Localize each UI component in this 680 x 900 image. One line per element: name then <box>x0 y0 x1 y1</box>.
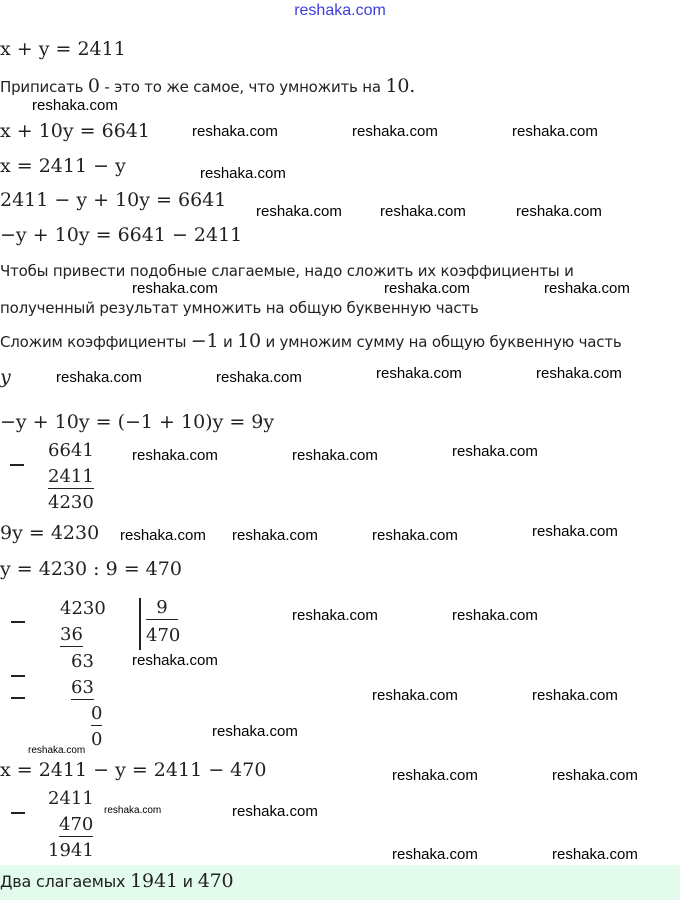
text: и <box>177 872 198 891</box>
remainder-1: 63 <box>71 651 94 672</box>
text-coefficients <box>0 332 622 351</box>
site-header-link[interactable]: reshaka.com <box>294 2 386 19</box>
watermark: reshaka.com <box>292 447 378 464</box>
final-remainder: 0 <box>91 729 103 750</box>
text: и <box>218 333 238 351</box>
division-step-2: 63 <box>71 677 94 698</box>
watermark: reshaka.com <box>532 687 618 704</box>
watermark: reshaka.com <box>120 527 206 544</box>
watermark: reshaka.com <box>256 203 342 220</box>
math: 10. <box>385 75 416 97</box>
equation-3: x = 2411 − y <box>0 155 126 177</box>
divisor: 9 <box>146 597 178 620</box>
watermark: reshaka.com <box>232 803 318 820</box>
division-bar <box>139 598 141 650</box>
answer-box <box>0 865 680 900</box>
equation-4: 2411 − y + 10y = 6641 <box>0 189 227 211</box>
text: Два слагаемых <box>0 872 131 891</box>
difference: 4230 <box>48 492 94 513</box>
math: 10 <box>237 330 261 352</box>
math: 0 <box>87 75 100 97</box>
watermark: reshaka.com <box>28 745 86 756</box>
minus-sign <box>10 464 24 466</box>
watermark: reshaka.com <box>452 443 538 460</box>
equation-5: −y + 10y = 6641 − 2411 <box>0 224 243 246</box>
division-step-1: 36 <box>60 624 83 645</box>
watermark: reshaka.com <box>376 365 462 382</box>
watermark: reshaka.com <box>380 203 466 220</box>
math: 470 <box>197 870 234 892</box>
equation-6: −y + 10y = (−1 + 10)y = 9y <box>0 411 275 433</box>
minus-sign <box>11 675 25 677</box>
watermark: reshaka.com <box>352 123 438 140</box>
watermark: reshaka.com <box>216 369 302 386</box>
watermark: reshaka.com <box>200 165 286 182</box>
watermark: reshaka.com <box>232 527 318 544</box>
watermark: reshaka.com <box>516 203 602 220</box>
remainder-2: 0 <box>91 703 103 724</box>
watermark: reshaka.com <box>552 767 638 784</box>
answer-text <box>0 872 233 892</box>
equation-7: 9y = 4230 <box>0 522 100 544</box>
math: −1 <box>190 330 219 352</box>
text-like-terms-2: полученный результат умножить на общую буквенную часть <box>0 299 479 317</box>
watermark: reshaka.com <box>512 123 598 140</box>
subtrahend: 470 <box>59 814 94 835</box>
text: и умножим сумму на общую буквенную часть <box>260 333 622 351</box>
watermark: reshaka.com <box>212 723 298 740</box>
equation-8: y = 4230 : 9 = 470 <box>0 558 182 580</box>
text: Сложим коэффициенты <box>0 333 191 351</box>
minus-sign <box>11 621 25 623</box>
subtrahend: 2411 <box>48 466 94 487</box>
difference: 1941 <box>48 840 94 861</box>
watermark: reshaka.com <box>532 523 618 540</box>
watermark: reshaka.com <box>544 280 630 297</box>
watermark: reshaka.com <box>372 687 458 704</box>
text: Приписать <box>0 78 88 96</box>
watermark: reshaka.com <box>56 369 142 386</box>
watermark: reshaka.com <box>32 97 118 114</box>
minus-sign <box>11 697 25 699</box>
minuend: 6641 <box>48 440 94 461</box>
watermark: reshaka.com <box>372 527 458 544</box>
minus-sign <box>11 812 25 814</box>
text: - это то же самое, что умножить на <box>99 78 386 96</box>
watermark: reshaka.com <box>132 652 218 669</box>
watermark: reshaka.com <box>452 607 538 624</box>
equation-2: x + 10y = 6641 <box>0 120 150 142</box>
watermark: reshaka.com <box>536 365 622 382</box>
variable-y: y <box>0 366 11 388</box>
equation-9: x = 2411 − y = 2411 − 470 <box>0 759 267 781</box>
watermark: reshaka.com <box>392 846 478 863</box>
watermark: reshaka.com <box>132 280 218 297</box>
dividend: 4230 <box>60 598 106 619</box>
text-like-terms-1: Чтобы привести подобные слагаемые, надо сложить их коэффициенты и <box>0 262 574 280</box>
watermark: reshaka.com <box>392 767 478 784</box>
math: 1941 <box>130 870 178 892</box>
equation-1: x + y = 2411 <box>0 38 126 60</box>
watermark: reshaka.com <box>292 607 378 624</box>
watermark: reshaka.com <box>552 846 638 863</box>
watermark: reshaka.com <box>104 805 162 816</box>
minuend: 2411 <box>48 788 94 809</box>
watermark: reshaka.com <box>192 123 278 140</box>
quotient: 470 <box>146 625 181 646</box>
watermark: reshaka.com <box>384 280 470 297</box>
watermark: reshaka.com <box>132 447 218 464</box>
text-append-zero <box>0 77 415 96</box>
